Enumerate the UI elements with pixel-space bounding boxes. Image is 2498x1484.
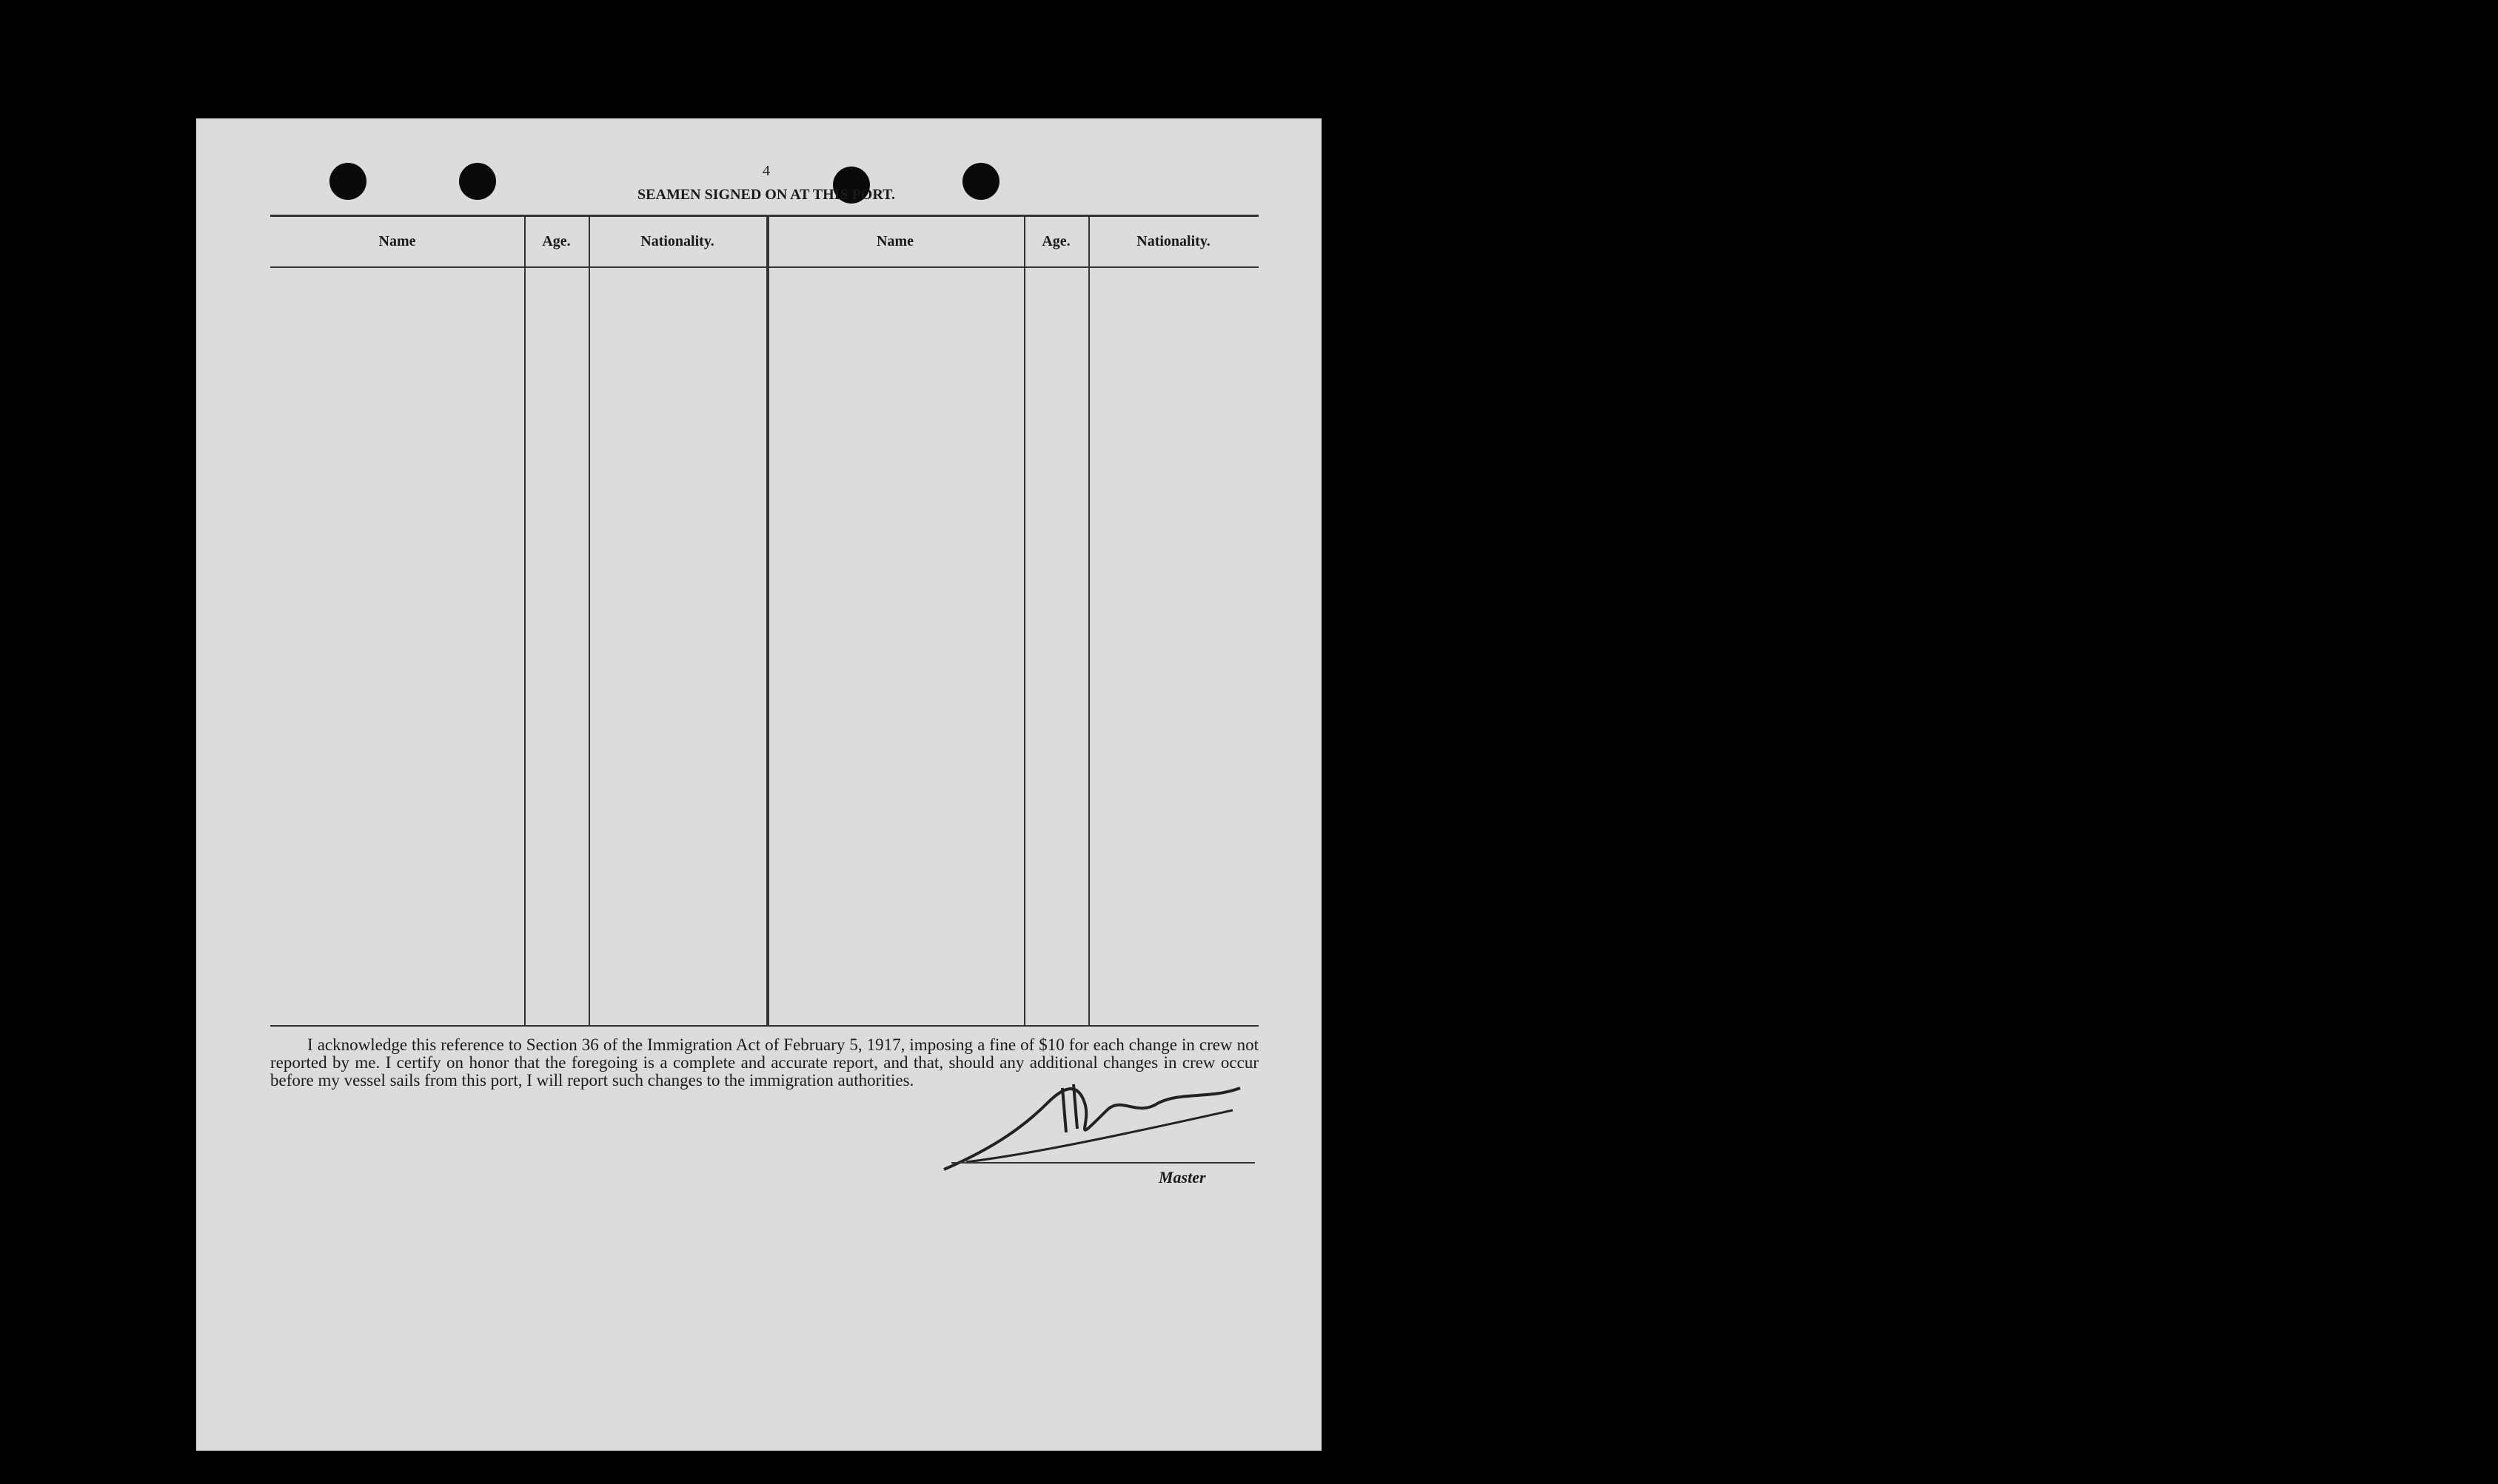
column-divider [524,215,526,1025]
column-header-nationality: Nationality. [640,233,714,249]
table-bottom-rule [270,1025,1259,1027]
column-header-name: Name [378,233,416,249]
left-page-title: SEAMEN SIGNED ON AT THIS PORT. [637,187,895,203]
column-divider [589,215,590,1025]
master-signature [937,1058,1248,1184]
punch-hole [962,163,999,200]
page-number: 4 [763,163,770,179]
column-header-nationality: Nationality. [1136,233,1211,249]
column-header-age: Age. [1042,233,1071,249]
master-label: Master [1159,1168,1206,1186]
column-divider [1088,215,1090,1025]
table-header-rule [270,266,1259,268]
column-header-age: Age. [542,233,571,249]
column-header-name: Name [877,233,914,249]
punch-hole [329,163,366,200]
column-divider [766,215,769,1025]
punch-hole [459,163,496,200]
acknowledgement-text: I acknowledge this reference to Section 36 of the Immigration Act of February 5, 1917, imposing a fine of $10 for each change in crew not reported by me. I certify on honor that the foregoing is a complete and accurate report, and that, should any additional changes in crew occur before my vessel sails from this port, I will report such changes to the immigration authorities. [270,1035,1259,1090]
left-page [196,118,1322,1451]
table-top-rule [270,215,1259,217]
signature-line [951,1162,1255,1164]
column-divider [1024,215,1025,1025]
